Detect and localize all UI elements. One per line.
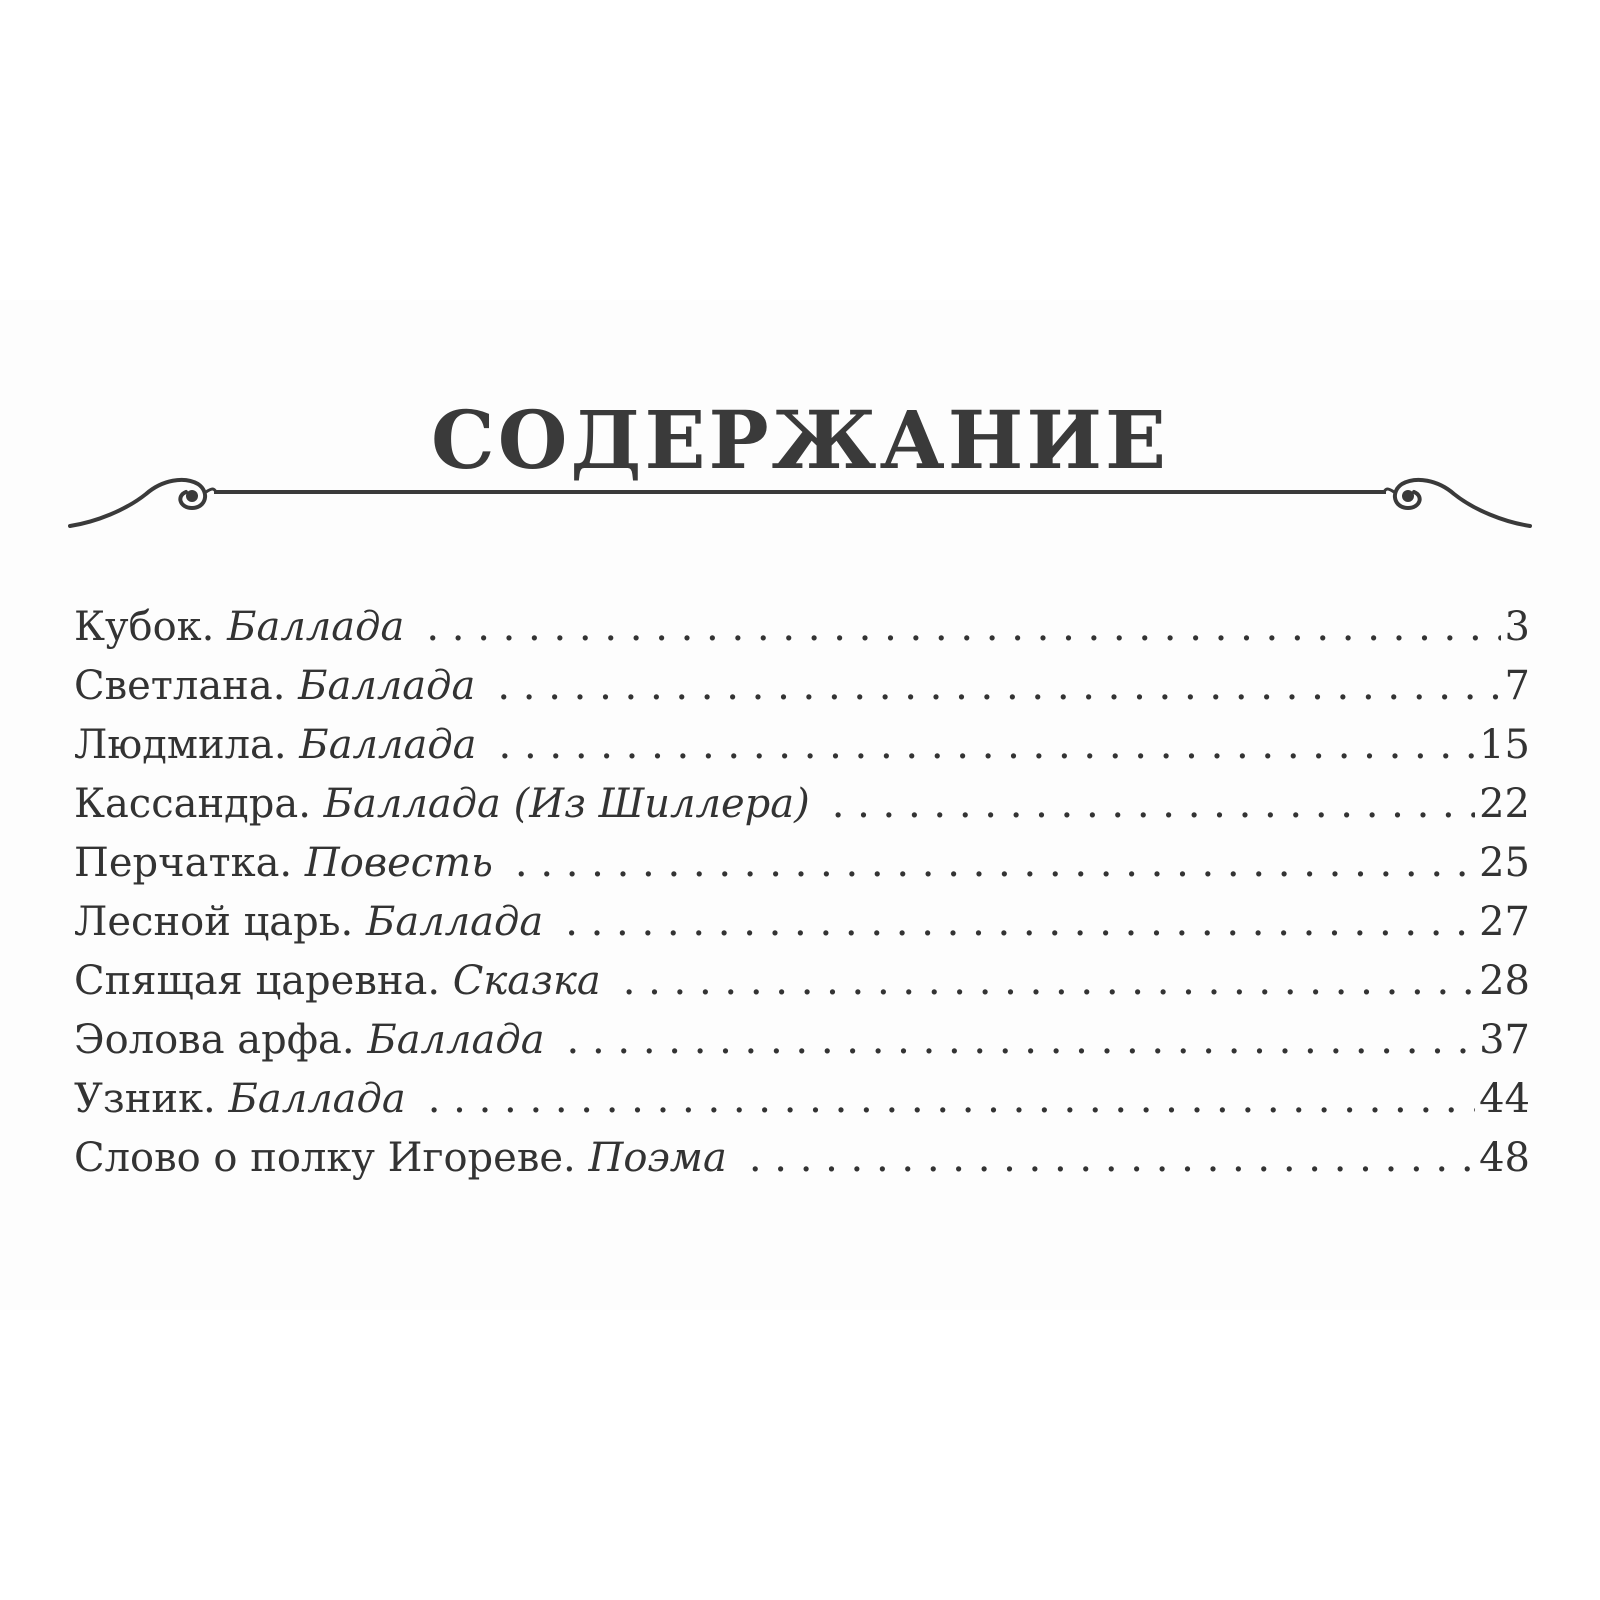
toc-dot-leader bbox=[497, 657, 1500, 716]
table-of-contents bbox=[74, 598, 1530, 1188]
toc-dot-leader bbox=[565, 893, 1475, 952]
toc-page-number: 7 bbox=[1504, 663, 1530, 709]
toc-page-number: 15 bbox=[1479, 722, 1530, 768]
toc-dot-leader bbox=[567, 1011, 1476, 1070]
toc-page-number: 3 bbox=[1504, 604, 1530, 650]
toc-dot-leader bbox=[426, 598, 1500, 657]
toc-entry-genre: Сказка bbox=[452, 958, 601, 1004]
toc-page-number: 27 bbox=[1479, 899, 1530, 945]
toc-entry-genre: Повесть bbox=[304, 840, 493, 886]
toc-entry-genre: Баллада bbox=[227, 604, 405, 650]
toc-entry-title: Перчатка. Повесть bbox=[74, 840, 493, 886]
scroll-flourish-divider-icon bbox=[66, 470, 1534, 550]
toc-entry[interactable] bbox=[74, 1011, 1530, 1070]
toc-entry-title: Светлана. Баллада bbox=[74, 663, 476, 709]
toc-entry-genre: Баллада bbox=[365, 899, 544, 945]
toc-entry-genre: Баллада bbox=[298, 663, 476, 709]
toc-entry-title: Кубок. Баллада bbox=[74, 604, 405, 650]
toc-entry-title: Людмила. Баллада bbox=[74, 722, 477, 768]
toc-entry[interactable] bbox=[74, 657, 1530, 716]
toc-entry[interactable] bbox=[74, 893, 1530, 952]
toc-entry-genre: Баллада bbox=[367, 1017, 545, 1063]
toc-entry[interactable] bbox=[74, 834, 1530, 893]
toc-dot-leader bbox=[832, 775, 1475, 834]
toc-page-number: 22 bbox=[1479, 781, 1530, 827]
toc-entry[interactable] bbox=[74, 775, 1530, 834]
toc-entry[interactable] bbox=[74, 716, 1530, 775]
toc-dot-leader bbox=[623, 952, 1475, 1011]
toc-entry-title: Кассандра. Баллада (Из Шиллера) bbox=[74, 781, 810, 827]
toc-page-number: 48 bbox=[1479, 1135, 1530, 1181]
toc-page-number: 28 bbox=[1479, 958, 1530, 1004]
toc-entry-title: Спящая царевна. Сказка bbox=[74, 958, 601, 1004]
toc-entry-title: Слово о полку Игореве. Поэма bbox=[74, 1135, 727, 1181]
toc-dot-leader bbox=[428, 1070, 1475, 1129]
toc-entry-title: Узник. Баллада bbox=[74, 1076, 406, 1122]
toc-page-number: 37 bbox=[1479, 1017, 1530, 1063]
toc-entry-title: Лесной царь. Баллада bbox=[74, 899, 544, 945]
toc-entry[interactable] bbox=[74, 598, 1530, 657]
toc-dot-leader bbox=[499, 716, 1476, 775]
toc-entry[interactable] bbox=[74, 952, 1530, 1011]
toc-dot-leader bbox=[749, 1129, 1475, 1188]
toc-dot-leader bbox=[515, 834, 1475, 893]
toc-entry[interactable] bbox=[74, 1070, 1530, 1129]
page-title: СОДЕРЖАНИЕ bbox=[431, 393, 1169, 487]
toc-entry-genre: Поэма bbox=[588, 1135, 727, 1181]
toc-entry-genre: Баллада (Из Шиллера) bbox=[323, 781, 810, 827]
toc-page-number: 25 bbox=[1479, 840, 1530, 886]
toc-entry[interactable] bbox=[74, 1129, 1530, 1188]
toc-entry-genre: Баллада bbox=[228, 1076, 406, 1122]
toc-entry-title: Эолова арфа. Баллада bbox=[74, 1017, 545, 1063]
toc-page-number: 44 bbox=[1479, 1076, 1530, 1122]
toc-entry-genre: Баллада bbox=[299, 722, 477, 768]
